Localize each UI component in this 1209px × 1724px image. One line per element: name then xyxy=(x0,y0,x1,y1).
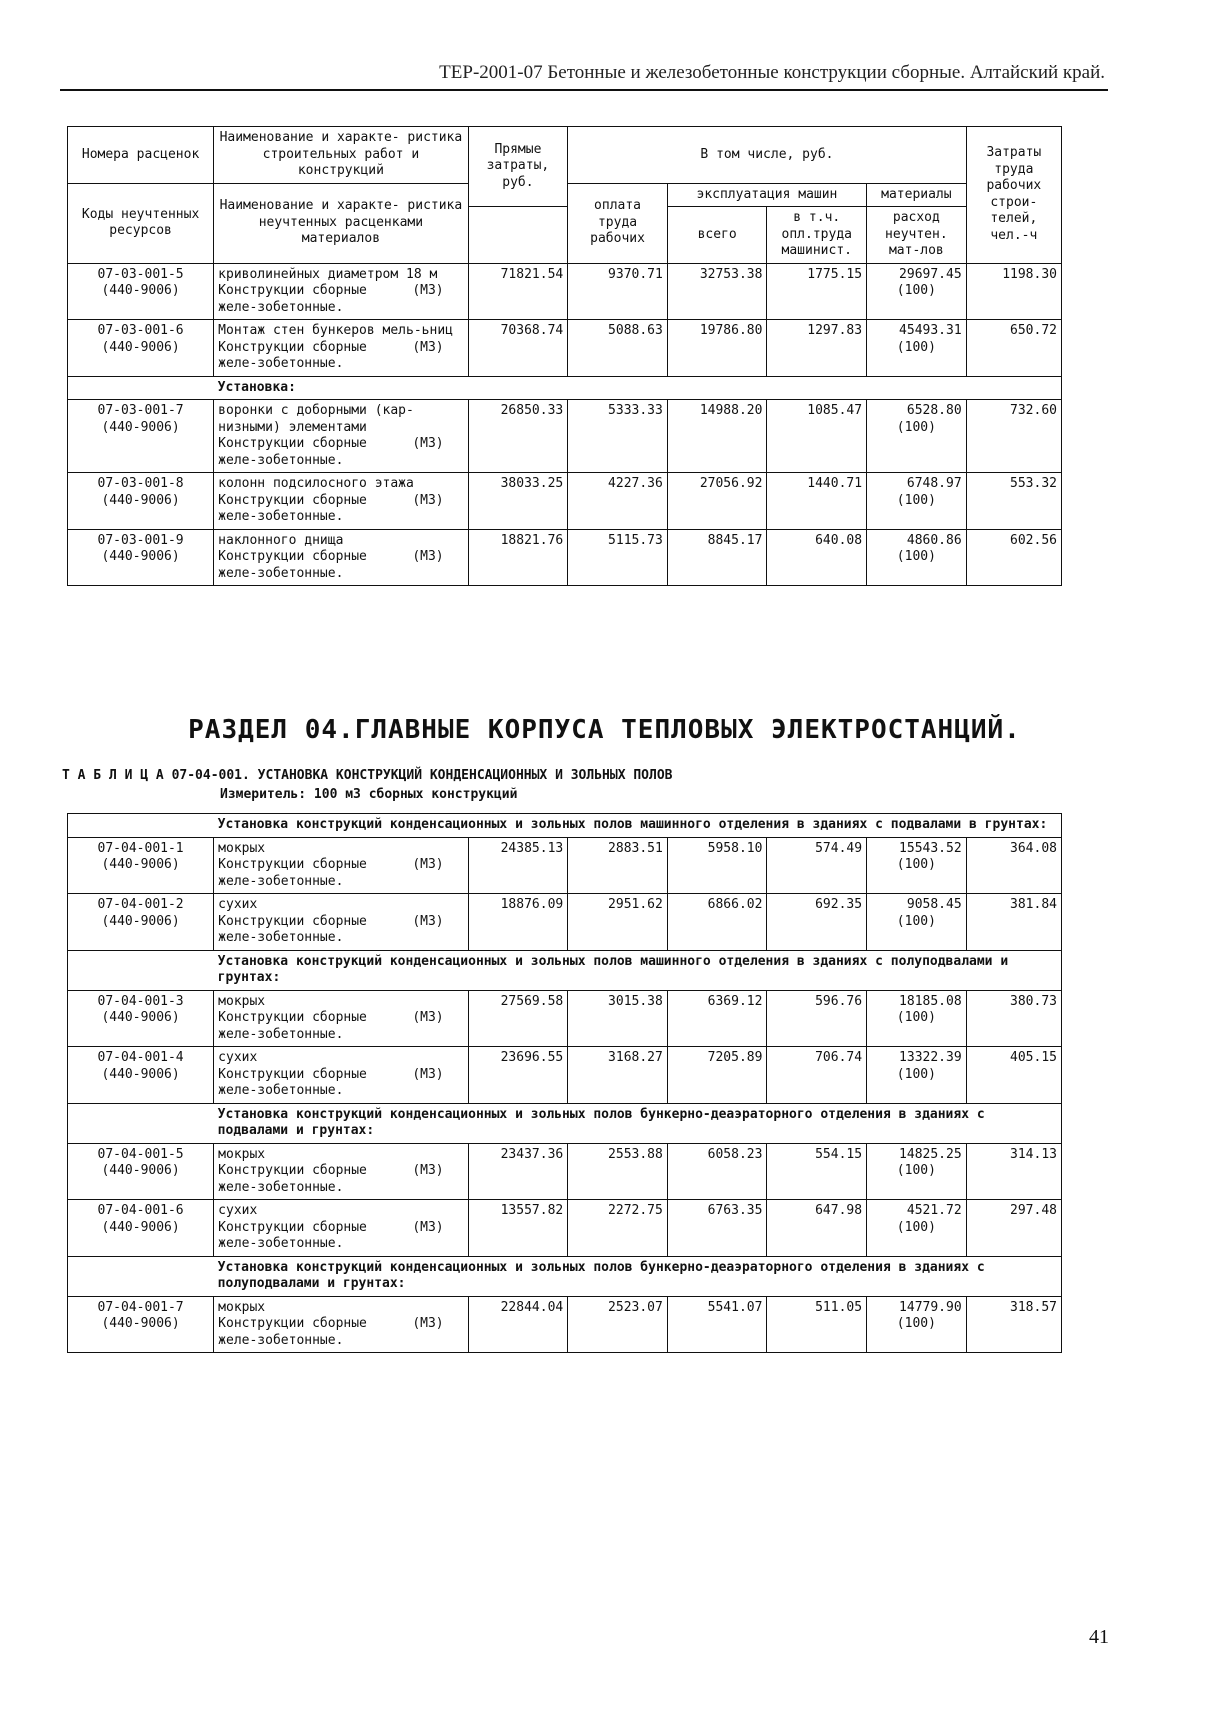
materials-cost-cell xyxy=(867,1143,967,1200)
machine-cost: 5958.10 xyxy=(667,837,767,894)
material-text: Конструкции сборные желе-зобетонные. xyxy=(218,549,367,581)
work-description-cell xyxy=(214,400,468,473)
material-qty: (100) xyxy=(896,1163,936,1178)
labor-cost: 314.13 xyxy=(966,1143,1061,1200)
table-row xyxy=(68,837,1062,894)
group-heading-row xyxy=(68,1103,1062,1143)
direct-cost: 13557.82 xyxy=(468,1200,568,1257)
header-rule xyxy=(60,89,1108,91)
machine-cost: 7205.89 xyxy=(667,1047,767,1104)
material-unit: (М3) xyxy=(412,1316,444,1331)
machine-cost: 14988.20 xyxy=(667,400,767,473)
material-name xyxy=(218,340,463,373)
group-heading-spacer xyxy=(68,814,214,838)
labor-cost: 405.15 xyxy=(966,1047,1061,1104)
work-description-cell xyxy=(214,990,468,1047)
rate-code: 07-04-001-6 xyxy=(97,1203,184,1218)
col-header-mach-wage: в т.ч. опл.труда машинист. xyxy=(767,207,867,264)
material-unit: (М3) xyxy=(412,283,444,298)
rate-code-cell xyxy=(68,473,214,530)
col-header-direct: Прямые затраты, руб. xyxy=(468,127,568,207)
col-header-labor: Затраты труда рабочих строи- телей, чел.-ч xyxy=(966,127,1061,264)
materials-cost: 29697.45 xyxy=(899,266,962,282)
col-header-name: Наименование и характе- ристика строительных работ и конструкций xyxy=(214,127,468,184)
table-row xyxy=(68,529,1062,586)
wage-cost: 5333.33 xyxy=(568,400,668,473)
work-description-cell xyxy=(214,529,468,586)
labor-cost: 318.57 xyxy=(966,1296,1061,1353)
material-name xyxy=(218,914,463,947)
work-name: сухих xyxy=(218,1050,258,1065)
col-header-mach-total: всего xyxy=(667,207,767,264)
material-unit: (М3) xyxy=(412,339,444,355)
work-description-cell xyxy=(214,263,468,320)
machine-cost: 6058.23 xyxy=(667,1143,767,1200)
table-row xyxy=(68,1143,1062,1200)
section-title: РАЗДЕЛ 04.ГЛАВНЫЕ КОРПУСА ТЕПЛОВЫХ ЭЛЕКТРОСТАНЦИЙ. xyxy=(188,715,1021,745)
group-heading-row xyxy=(68,814,1062,838)
resource-code: (440-9006) xyxy=(101,1163,180,1178)
col-header-materials: материалы xyxy=(867,183,967,207)
material-text: Конструкции сборные желе-зобетонные. xyxy=(218,913,367,945)
table-row xyxy=(68,263,1062,320)
material-qty: (100) xyxy=(896,1010,936,1025)
direct-cost: 27569.58 xyxy=(468,990,568,1047)
work-name: сухих xyxy=(218,1203,258,1218)
material-unit: (М3) xyxy=(412,913,444,929)
table-row xyxy=(68,894,1062,951)
material-unit: (М3) xyxy=(412,436,444,451)
materials-cost: 6528.80 xyxy=(906,403,962,418)
materials-cost: 4860.86 xyxy=(906,532,962,548)
col-header-incl: В том числе, руб. xyxy=(568,127,966,184)
materials-cost-cell xyxy=(867,894,967,951)
machine-wage-cost: 1297.83 xyxy=(767,320,867,377)
group-heading-spacer xyxy=(68,1103,214,1143)
machine-wage-cost: 596.76 xyxy=(767,990,867,1047)
work-description-cell xyxy=(214,1296,468,1353)
material-text: Конструкции сборные желе-зобетонные. xyxy=(218,1163,367,1195)
wage-cost: 2553.88 xyxy=(568,1143,668,1200)
rate-code-cell xyxy=(68,837,214,894)
work-name: мокрых xyxy=(218,840,266,856)
direct-cost: 23696.55 xyxy=(468,1047,568,1104)
material-name xyxy=(218,283,463,316)
resource-code: (440-9006) xyxy=(101,1066,180,1082)
material-name xyxy=(218,436,463,469)
rate-code: 07-04-001-3 xyxy=(97,993,184,1009)
work-description-cell xyxy=(214,837,468,894)
work-name: мокрых xyxy=(218,993,266,1009)
wage-cost: 2883.51 xyxy=(568,837,668,894)
direct-cost: 18821.76 xyxy=(468,529,568,586)
wage-cost: 5115.73 xyxy=(568,529,668,586)
direct-cost: 38033.25 xyxy=(468,473,568,530)
material-qty: (100) xyxy=(896,1066,936,1082)
labor-cost: 1198.30 xyxy=(966,263,1061,320)
group-heading-row xyxy=(68,376,1062,400)
labor-cost: 297.48 xyxy=(966,1200,1061,1257)
rate-code-cell xyxy=(68,1200,214,1257)
material-text: Конструкции сборные желе-зобетонные. xyxy=(218,283,367,315)
labor-cost: 380.73 xyxy=(966,990,1061,1047)
table-measure: Измеритель: 100 м3 сборных конструкций xyxy=(220,787,518,802)
resource-code: (440-9006) xyxy=(101,913,180,929)
work-name: мокрых xyxy=(218,1146,266,1162)
material-text: Конструкции сборные желе-зобетонные. xyxy=(218,1066,367,1098)
group-heading: Установка конструкций конденсационных и зольных полов машинного отделения в зданиях с подвалами в грунтах: xyxy=(214,814,1062,838)
rate-code-cell xyxy=(68,320,214,377)
rate-code: 07-03-001-9 xyxy=(97,532,184,548)
materials-cost-cell xyxy=(867,320,967,377)
wage-cost: 2951.62 xyxy=(568,894,668,951)
material-unit: (М3) xyxy=(412,492,444,508)
wage-cost: 9370.71 xyxy=(568,263,668,320)
group-heading-spacer xyxy=(68,950,214,990)
machine-cost: 6866.02 xyxy=(667,894,767,951)
machine-cost: 32753.38 xyxy=(667,263,767,320)
resource-code: (440-9006) xyxy=(101,1316,180,1331)
running-header: ТЕР-2001-07 Бетонные и железобетонные конструкции сборные. Алтайский край. xyxy=(439,62,1105,83)
machine-cost: 19786.80 xyxy=(667,320,767,377)
materials-cost: 45493.31 xyxy=(899,323,962,338)
labor-cost: 553.32 xyxy=(966,473,1061,530)
group-heading-row xyxy=(68,1256,1062,1296)
group-heading-spacer xyxy=(68,376,214,400)
work-description-cell xyxy=(214,320,468,377)
machine-wage-cost: 692.35 xyxy=(767,894,867,951)
table-caption: Т А Б Л И Ц А 07-04-001. УСТАНОВКА КОНСТРУКЦИЙ КОНДЕНСАЦИОННЫХ И ЗОЛЬНЫХ ПОЛОВ xyxy=(62,768,673,783)
table-row xyxy=(68,1296,1062,1353)
materials-cost-cell xyxy=(867,837,967,894)
materials-cost: 15543.52 xyxy=(899,840,962,856)
direct-cost: 24385.13 xyxy=(468,837,568,894)
col-header-mat-use: расход неучтен. мат-лов xyxy=(867,207,967,264)
rate-code-cell xyxy=(68,894,214,951)
materials-cost: 4521.72 xyxy=(906,1203,962,1218)
direct-cost: 23437.36 xyxy=(468,1143,568,1200)
work-description-cell xyxy=(214,894,468,951)
materials-cost-cell xyxy=(867,529,967,586)
material-unit: (М3) xyxy=(412,549,444,564)
materials-cost-cell xyxy=(867,1047,967,1104)
labor-cost: 364.08 xyxy=(966,837,1061,894)
materials-cost-cell xyxy=(867,400,967,473)
material-qty: (100) xyxy=(896,492,936,508)
machine-wage-cost: 574.49 xyxy=(767,837,867,894)
machine-wage-cost: 554.15 xyxy=(767,1143,867,1200)
machine-wage-cost: 1440.71 xyxy=(767,473,867,530)
materials-cost: 18185.08 xyxy=(899,993,962,1009)
materials-cost: 14779.90 xyxy=(899,1299,962,1315)
work-description-cell xyxy=(214,1143,468,1200)
rate-code-cell xyxy=(68,990,214,1047)
materials-cost-cell xyxy=(867,473,967,530)
material-unit: (М3) xyxy=(412,1219,444,1235)
materials-cost: 14825.25 xyxy=(899,1146,962,1162)
direct-cost: 26850.33 xyxy=(468,400,568,473)
material-name xyxy=(218,857,463,890)
rate-code-cell xyxy=(68,1143,214,1200)
work-description-cell xyxy=(214,1047,468,1104)
wage-cost: 5088.63 xyxy=(568,320,668,377)
machine-cost: 5541.07 xyxy=(667,1296,767,1353)
rate-code-cell xyxy=(68,1296,214,1353)
resource-code: (440-9006) xyxy=(101,1010,180,1025)
material-text: Конструкции сборные желе-зобетонные. xyxy=(218,436,367,468)
group-heading: Установка: xyxy=(214,376,1062,400)
material-qty: (100) xyxy=(896,339,936,355)
labor-cost: 732.60 xyxy=(966,400,1061,473)
rate-code: 07-03-001-6 xyxy=(97,323,184,338)
rate-code: 07-04-001-5 xyxy=(97,1146,184,1162)
materials-cost-cell xyxy=(867,990,967,1047)
machine-wage-cost: 1775.15 xyxy=(767,263,867,320)
machine-wage-cost: 640.08 xyxy=(767,529,867,586)
col-header-res-name: Наименование и характе- ристика неучтенных расценками материалов xyxy=(214,183,468,263)
work-description-cell xyxy=(214,1200,468,1257)
direct-cost: 71821.54 xyxy=(468,263,568,320)
page-number: 41 xyxy=(1089,1626,1109,1648)
material-unit: (М3) xyxy=(412,1066,444,1082)
rate-code: 07-03-001-5 xyxy=(97,266,184,282)
material-qty: (100) xyxy=(896,1316,936,1331)
wage-cost: 3015.38 xyxy=(568,990,668,1047)
wage-cost: 4227.36 xyxy=(568,473,668,530)
group-heading: Установка конструкций конденсационных и зольных полов машинного отделения в зданиях с полуподвалами и грунтах: xyxy=(214,950,1062,990)
material-qty: (100) xyxy=(896,913,936,929)
col-header-code: Номера расценок xyxy=(68,127,214,184)
material-text: Конструкции сборные желе-зобетонные. xyxy=(218,492,367,524)
machine-wage-cost: 511.05 xyxy=(767,1296,867,1353)
material-name xyxy=(218,1163,463,1196)
work-name: воронки с доборными (кар-низными) элементами xyxy=(218,403,414,435)
work-name: мокрых xyxy=(218,1299,266,1315)
rates-table-1 xyxy=(67,126,1062,586)
machine-cost: 27056.92 xyxy=(667,473,767,530)
direct-cost: 18876.09 xyxy=(468,894,568,951)
labor-cost: 650.72 xyxy=(966,320,1061,377)
table-row xyxy=(68,320,1062,377)
materials-cost: 6748.97 xyxy=(906,476,962,491)
table-row xyxy=(68,1047,1062,1104)
material-name xyxy=(218,493,463,526)
group-heading-spacer xyxy=(68,1256,214,1296)
material-qty: (100) xyxy=(896,283,936,298)
machine-cost: 6369.12 xyxy=(667,990,767,1047)
rate-code: 07-04-001-4 xyxy=(97,1050,184,1065)
material-name xyxy=(218,1316,463,1349)
work-name: колонн подсилосного этажа xyxy=(218,476,414,491)
material-text: Конструкции сборные желе-зобетонные. xyxy=(218,1010,367,1042)
materials-cost-cell xyxy=(867,263,967,320)
material-qty: (100) xyxy=(896,419,936,435)
material-qty: (100) xyxy=(896,549,936,564)
machine-cost: 6763.35 xyxy=(667,1200,767,1257)
col-header-machines: эксплуатация машин xyxy=(667,183,866,207)
material-qty: (100) xyxy=(896,1219,936,1235)
material-name xyxy=(218,1010,463,1043)
rate-code-cell xyxy=(68,263,214,320)
col-header-res-code: Коды неучтенных ресурсов xyxy=(68,183,214,263)
material-name xyxy=(218,1220,463,1253)
wage-cost: 3168.27 xyxy=(568,1047,668,1104)
rate-code: 07-04-001-1 xyxy=(97,840,184,856)
materials-cost-cell xyxy=(867,1200,967,1257)
table-row xyxy=(68,400,1062,473)
labor-cost: 381.84 xyxy=(966,894,1061,951)
table-row xyxy=(68,990,1062,1047)
materials-cost: 13322.39 xyxy=(899,1050,962,1065)
rate-code-cell xyxy=(68,400,214,473)
machine-wage-cost: 1085.47 xyxy=(767,400,867,473)
wage-cost: 2523.07 xyxy=(568,1296,668,1353)
rate-code: 07-04-001-2 xyxy=(97,897,184,912)
rate-code: 07-04-001-7 xyxy=(97,1299,184,1315)
rate-code: 07-03-001-7 xyxy=(97,403,184,418)
material-qty: (100) xyxy=(896,857,936,872)
material-text: Конструкции сборные желе-зобетонные. xyxy=(218,857,367,889)
direct-cost: 70368.74 xyxy=(468,320,568,377)
resource-code: (440-9006) xyxy=(101,857,180,872)
resource-code: (440-9006) xyxy=(101,339,180,355)
resource-code: (440-9006) xyxy=(101,492,180,508)
work-description-cell xyxy=(214,473,468,530)
machine-wage-cost: 647.98 xyxy=(767,1200,867,1257)
resource-code: (440-9006) xyxy=(101,419,180,435)
materials-cost: 9058.45 xyxy=(906,897,962,912)
material-name xyxy=(218,1067,463,1100)
work-name: Монтаж стен бункеров мель-ьниц xyxy=(218,323,453,338)
material-unit: (М3) xyxy=(412,1010,444,1025)
material-text: Конструкции сборные желе-зобетонные. xyxy=(218,339,367,371)
rate-code: 07-03-001-8 xyxy=(97,476,184,491)
wage-cost: 2272.75 xyxy=(568,1200,668,1257)
machine-wage-cost: 706.74 xyxy=(767,1047,867,1104)
rate-code-cell xyxy=(68,1047,214,1104)
material-text: Конструкции сборные желе-зобетонные. xyxy=(218,1219,367,1251)
table-row xyxy=(68,473,1062,530)
materials-cost-cell xyxy=(867,1296,967,1353)
resource-code: (440-9006) xyxy=(101,549,180,564)
material-unit: (М3) xyxy=(412,857,444,872)
resource-code: (440-9006) xyxy=(101,1219,180,1235)
table-row xyxy=(68,1200,1062,1257)
material-text: Конструкции сборные желе-зобетонные. xyxy=(218,1316,367,1348)
work-name: сухих xyxy=(218,897,258,912)
machine-cost: 8845.17 xyxy=(667,529,767,586)
resource-code: (440-9006) xyxy=(101,283,180,298)
material-name xyxy=(218,549,463,582)
rates-table-2 xyxy=(67,813,1062,1353)
work-name: наклонного днища xyxy=(218,532,344,548)
labor-cost: 602.56 xyxy=(966,529,1061,586)
direct-cost: 22844.04 xyxy=(468,1296,568,1353)
rate-code-cell xyxy=(68,529,214,586)
group-heading: Установка конструкций конденсационных и зольных полов бункерно-деаэраторного отделения в зданиях с полуподвалами и грунтах: xyxy=(214,1256,1062,1296)
material-unit: (М3) xyxy=(412,1163,444,1178)
group-heading: Установка конструкций конденсационных и зольных полов бункерно-деаэраторного отделения в зданиях с подвалами и грунтах: xyxy=(214,1103,1062,1143)
col-header-wage: оплата труда рабочих xyxy=(568,183,668,263)
group-heading-row xyxy=(68,950,1062,990)
work-name: криволинейных диаметром 18 м xyxy=(218,266,438,282)
